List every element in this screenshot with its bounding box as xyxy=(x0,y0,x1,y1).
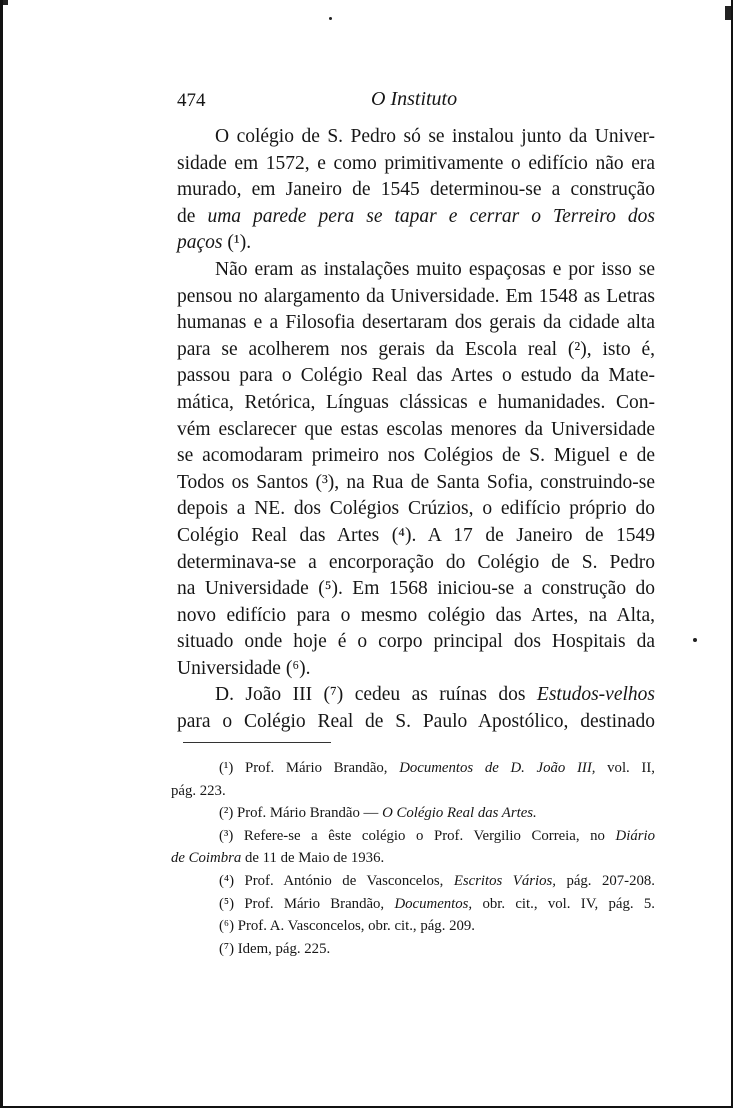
body-line: pensou no alargamento da Universidade. Em 1548 as Letras xyxy=(177,285,655,307)
footnote-line-segment: vol. II, xyxy=(595,760,655,776)
scan-mark-top-left xyxy=(3,0,8,5)
body-line: situado onde hoje é o corpo principal dos Hospitais da xyxy=(177,631,655,653)
body-line-segment: D. João III (⁷) cedeu as ruínas dos xyxy=(215,684,537,706)
footnote-line-segment: obr. cit., vol. IV, pág. 5. xyxy=(472,895,655,912)
footnote-line-segment: Documentos, xyxy=(394,895,473,912)
body-line: murado, em Janeiro de 1545 determinou-se a construção xyxy=(177,179,655,201)
body-line: na Universidade (⁵). Em 1568 iniciou-se a construção do xyxy=(177,578,655,600)
footnote-line xyxy=(171,825,655,848)
footnote-line-segment: (²) Prof. Mário Brandão — xyxy=(219,805,383,822)
body-line: mática, Retórica, Línguas clássicas e humanidades. Con- xyxy=(177,391,655,413)
body-line: para o Colégio Real de S. Paulo Apostólico, destinado xyxy=(177,711,655,733)
body-line: vém esclarecer que estas escolas menores da Universidade xyxy=(177,418,655,440)
footnote-line-segment: Escritos Vários, xyxy=(453,872,556,889)
body-line xyxy=(177,204,655,231)
footnote-line-segment: (⁵) Prof. Mário Brandão, xyxy=(219,895,395,912)
body-line: determinava-se a encorporação do Colégio de S. Pedro xyxy=(177,551,655,573)
body-line-segment: uma parede pera se tapar e cerrar o Terreiro dos xyxy=(207,205,656,227)
body-line: sidade em 1572, e como primitivamente o edifício não era xyxy=(177,152,655,174)
body-line-segment: de xyxy=(177,205,208,227)
body-line: humanas e a Filosofia desertaram dos gerais da cidade alta xyxy=(177,312,655,334)
body-line-segment: (¹). xyxy=(222,232,252,254)
footnote-line xyxy=(171,802,655,825)
body-line: passou para o Colégio Real das Artes o estudo da Mate- xyxy=(177,365,655,387)
body-text xyxy=(177,124,655,736)
body-line-segment: paços xyxy=(177,232,223,254)
footnote-line-segment: de Coimbra xyxy=(171,850,242,867)
footnote-line xyxy=(171,870,655,893)
footnote-line: (⁷) Idem, pág. 225. xyxy=(219,940,331,957)
footnote-line-segment: O Colégio Real das Artes. xyxy=(382,805,537,822)
body-line: Universidade (⁶). xyxy=(177,657,311,679)
footnote-line-segment: pág. 207-208. xyxy=(555,872,656,889)
footnote-line xyxy=(171,757,655,780)
footnote-separator xyxy=(183,742,331,743)
page-number: 474 xyxy=(177,90,206,111)
footnote-line-segment: Diário xyxy=(615,827,655,844)
body-line: Todos os Santos (³), na Rua de Santa Sofia, construindo-se xyxy=(177,471,655,493)
footnote-line-segment: (⁴) Prof. António de Vasconcelos, xyxy=(219,872,454,889)
body-line: Colégio Real das Artes (⁴). A 17 de Janeiro de 1549 xyxy=(177,524,655,546)
footnote-line-segment: Documentos de D. João III, xyxy=(399,760,596,776)
body-line-segment: Estudos-velhos xyxy=(536,684,655,706)
body-line: Não eram as instalações muito espaçosas e por isso se xyxy=(215,258,655,280)
footnote-line xyxy=(171,847,655,870)
footnote-line: pág. 223. xyxy=(171,782,226,799)
body-line: se acomodaram primeiro nos Colégios de S. Miguel e de xyxy=(177,445,655,467)
body-line xyxy=(177,230,655,257)
scan-mark-top-right xyxy=(725,6,731,20)
body-line: para se acolherem nos gerais da Escola real (²), isto é, xyxy=(177,338,655,360)
footnote-line: (⁶) Prof. A. Vasconcelos, obr. cit., pág. 209. xyxy=(219,918,475,935)
footnotes xyxy=(171,757,655,960)
body-line: novo edifício para o mesmo colégio das Artes, na Alta, xyxy=(177,604,655,626)
body-line xyxy=(177,682,655,709)
page-header xyxy=(177,86,657,114)
running-title: O Instituto xyxy=(371,88,458,110)
footnote-line xyxy=(171,893,655,916)
margin-dot-top xyxy=(329,17,332,20)
footnote-line-segment: (¹) Prof. Mário Brandão, xyxy=(219,760,400,776)
body-line: O colégio de S. Pedro só se instalou junto da Univer- xyxy=(215,126,655,147)
footnote-line-segment: (³) Refere-se a êste colégio o Prof. Vergilio Correia, no xyxy=(219,827,616,844)
footnote-line-segment: de 11 de Maio de 1936. xyxy=(241,850,385,867)
body-line: depois a NE. dos Colégios Crúzios, o edifício próprio do xyxy=(177,498,655,520)
margin-dot-right xyxy=(693,638,697,642)
